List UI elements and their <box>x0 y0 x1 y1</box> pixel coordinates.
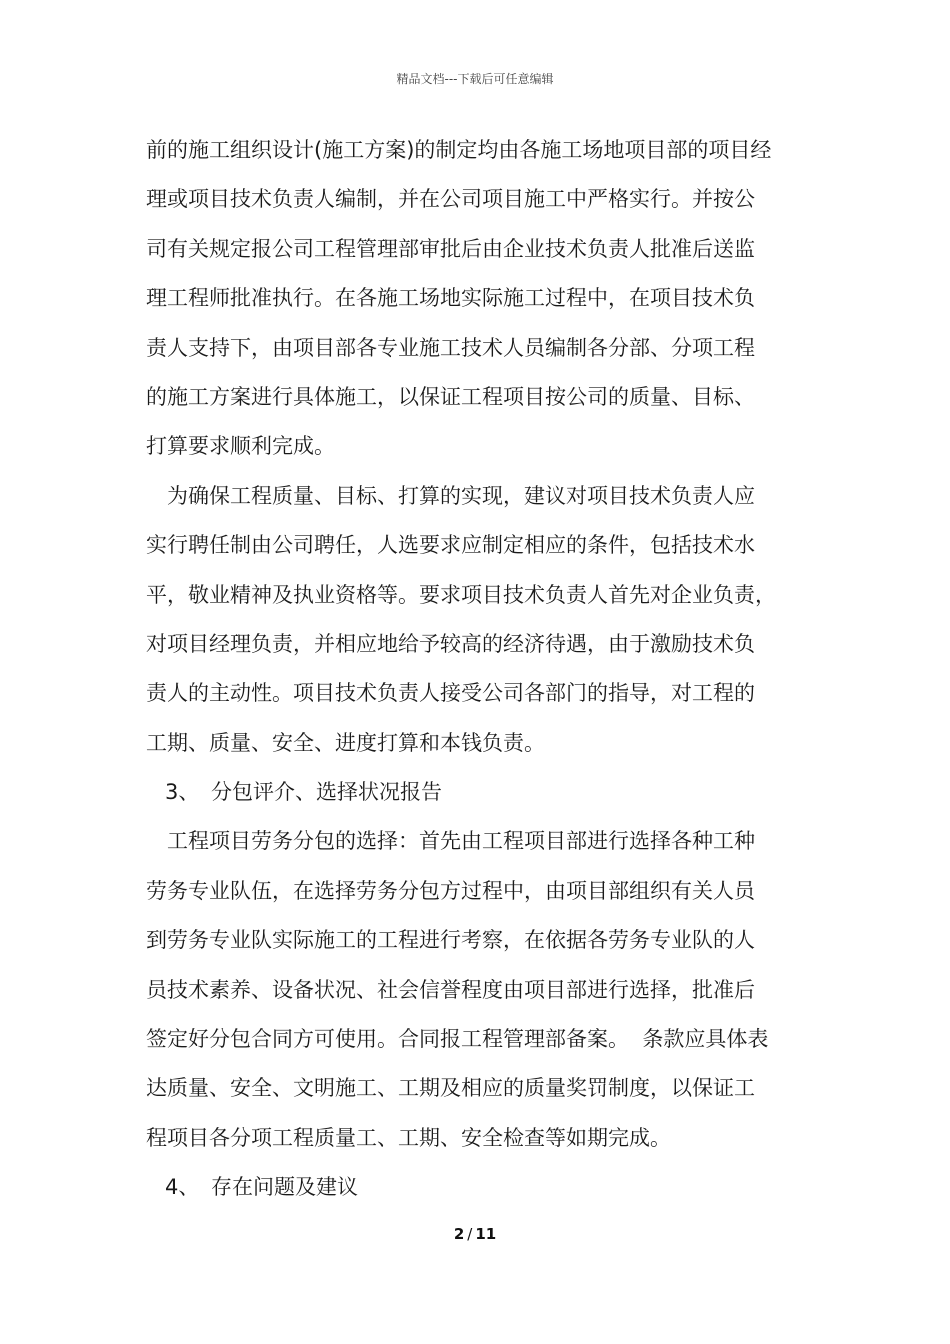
text-line: 对项目经理负责，并相应地给予较高的经济待遇，由于激励技术负 <box>146 631 755 656</box>
text-line: 司有关规定报公司工程管理部审批后由企业技术负责人批准后送监 <box>146 236 755 261</box>
text-line: 打算要求顺利完成。 <box>146 434 335 459</box>
text-line: 工程项目劳务分包的选择：首先由工程项目部进行选择各种工种 <box>167 829 755 854</box>
section-3-heading <box>146 768 826 817</box>
text-line: 员技术素养、设备状况、社会信誉程度由项目部进行选择，批准后 <box>146 977 755 1002</box>
section-title: 存在问题及建议 <box>211 1175 358 1200</box>
text-line: 签定好分包合同方可使用。合同报工程管理部备案。 条款应具体表 <box>146 1027 769 1052</box>
paragraph-2 <box>146 472 826 768</box>
page-header <box>0 70 950 87</box>
text-line: 责人支持下，由项目部各专业施工技术人员编制各分部、分项工程 <box>146 335 755 360</box>
current-page: 2 <box>453 1225 465 1243</box>
text-line: 实行聘任制由公司聘任，人选要求应制定相应的条件，包括技术水 <box>146 533 755 558</box>
text-line: 理或项目技术负责人编制，并在公司项目施工中严格实行。并按公 <box>146 187 755 212</box>
text-line: 到劳务专业队实际施工的工程进行考察，在依据各劳务专业队的人 <box>146 928 755 953</box>
paragraph-3 <box>146 817 826 1163</box>
text-line: 为确保工程质量、目标、打算的实现，建议对项目技术负责人应 <box>167 483 755 508</box>
document-body <box>146 126 826 1213</box>
text-line: 前的施工组织设计(施工方案)的制定均由各施工场地项目部的项目经 <box>146 138 772 162</box>
total-pages: 11 <box>475 1225 497 1243</box>
section-title: 分包评介、选择状况报告 <box>211 780 442 805</box>
page-number <box>0 1225 950 1243</box>
text-line: 程项目各分项工程质量工、工期、安全检查等如期完成。 <box>146 1125 671 1150</box>
section-4-heading <box>146 1163 826 1212</box>
text-line: 工期、质量、安全、进度打算和本钱负责。 <box>146 730 545 755</box>
page-separator: / <box>467 1225 473 1243</box>
text-line: 达质量、安全、文明施工、工期及相应的质量奖罚制度，以保证工 <box>146 1076 755 1101</box>
text-line: 理工程师批准执行。在各施工场地实际施工过程中，在项目技术负 <box>146 286 755 311</box>
text-line: 的施工方案进行具体施工，以保证工程项目按公司的质量、目标、 <box>146 384 755 409</box>
paragraph-1 <box>146 126 826 472</box>
section-number: 3、 <box>165 780 200 805</box>
section-number: 4、 <box>165 1175 200 1200</box>
text-line: 劳务专业队伍，在选择劳务分包方过程中，由项目部组织有关人员 <box>146 878 755 903</box>
text-line: 平，敬业精神及执业资格等。要求项目技术负责人首先对企业负责， <box>146 582 776 607</box>
header-text: 精品文档---下载后可任意编辑 <box>396 72 554 86</box>
text-line: 责人的主动性。项目技术负责人接受公司各部门的指导，对工程的 <box>146 681 755 706</box>
